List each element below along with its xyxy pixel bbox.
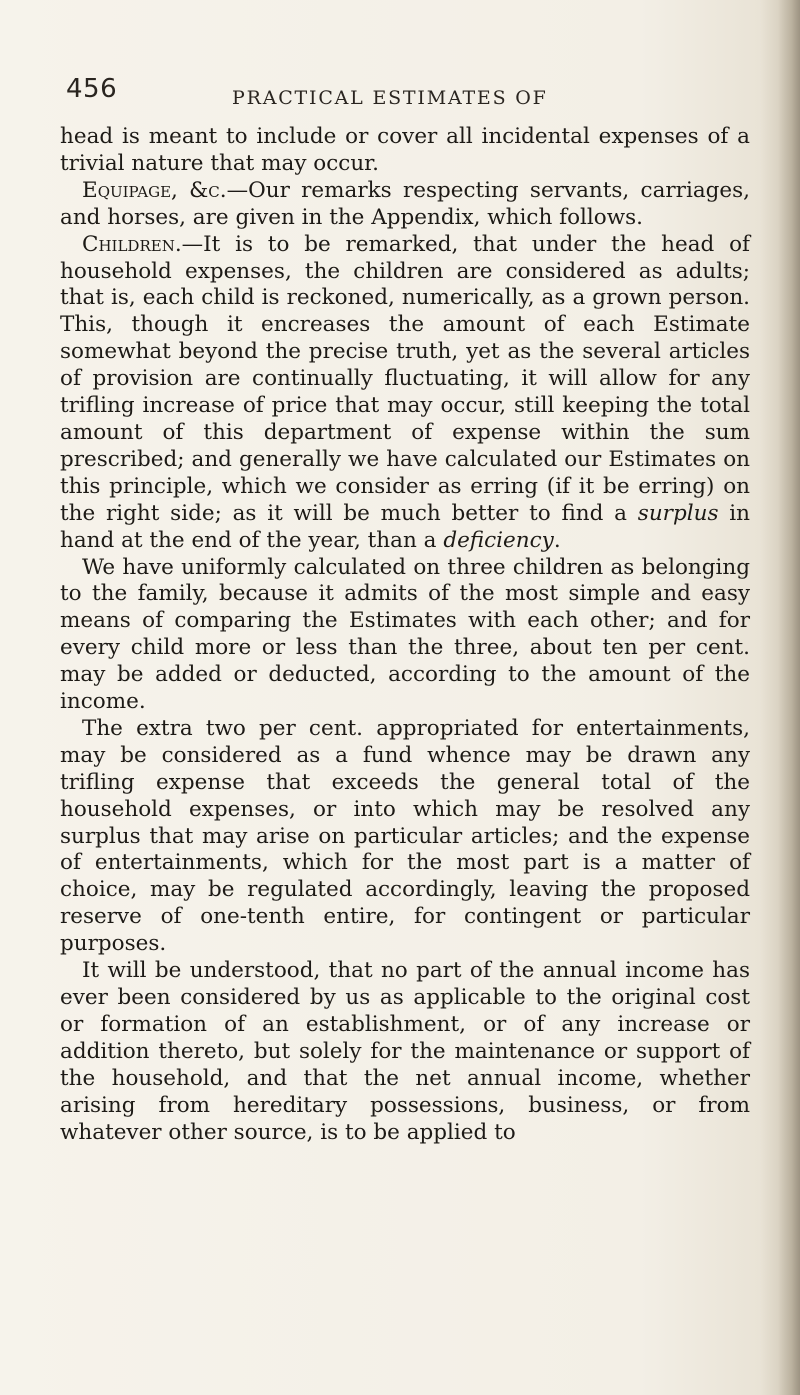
page-number: 456 <box>66 74 118 104</box>
page-edge-shadow <box>778 0 800 1395</box>
paragraph-text: —Our remarks respecting servants, carriages, and horses, are given in the Appendix, which follows. <box>60 177 750 230</box>
body-text <box>60 124 750 1146</box>
emphasis-surplus: surplus <box>637 500 719 526</box>
paragraph-equipage <box>60 178 750 232</box>
running-head: PRACTICAL ESTIMATES OF <box>232 87 548 109</box>
paragraph-text: in hand at the end of the year, than a <box>60 500 750 553</box>
paragraph-text: head is meant to include or cover all incidental expenses of a trivial nature that may occur. <box>60 124 750 176</box>
paragraph-text: We have uniformly calculated on three children as belonging to the family, because it admits of the most simple and easy means of comparing the Estimates with each other; and for every child more or less than the three, about ten per cent. may be added or deducted, according to the amount of the income. <box>60 554 750 715</box>
paragraph-entertainments <box>60 716 750 958</box>
paragraph-text: —It is to be remarked, that under the head of household expenses, the children are considered as adults; that is, each child is reckoned, numerically, as a grown person. This, though it encreases the amount of each Estimate somewhat beyond the precise truth, yet as the several articles of provision are continually fluctuating, it will allow for any trifling increase of price that may occur, still keeping the total amount of this department of expense within the sum prescribed; and generally we have calculated our Estimates on this principle, which we consider as erring (if it be erring) on the right side; as it will be much better to find a <box>60 231 750 526</box>
paragraph-text: The extra two per cent. appropriated for entertainments, may be considered as a fund whence may be drawn any trifling expense that exceeds the general total of the household expenses, or into which may be resolved any surplus that may arise on particular articles; and the expense of entertainments, which for the most part is a matter of choice, may be regulated accordingly, leaving the proposed reserve of one-tenth entire, for contingent or particular purposes. <box>60 715 750 957</box>
emphasis-deficiency: deficiency <box>443 527 554 553</box>
paragraph-children <box>60 232 750 555</box>
section-heading-equipage: Equipage, &c. <box>82 177 227 203</box>
paragraph-three-children <box>60 555 750 716</box>
paragraph-annual-income <box>60 958 750 1146</box>
paragraph-incidental-expenses <box>60 124 750 178</box>
section-heading-children: Children. <box>82 231 182 257</box>
paragraph-text: . <box>553 527 561 553</box>
paragraph-text: It will be understood, that no part of the annual income has ever been considered by us as applicable to the original cost or formation of an establishment, or of any increase or addition thereto, but solely for the maintenance or support of the household, and that the net annual income, whether arising from hereditary possessions, business, or from whatever other source, is to be applied to <box>60 958 750 1145</box>
